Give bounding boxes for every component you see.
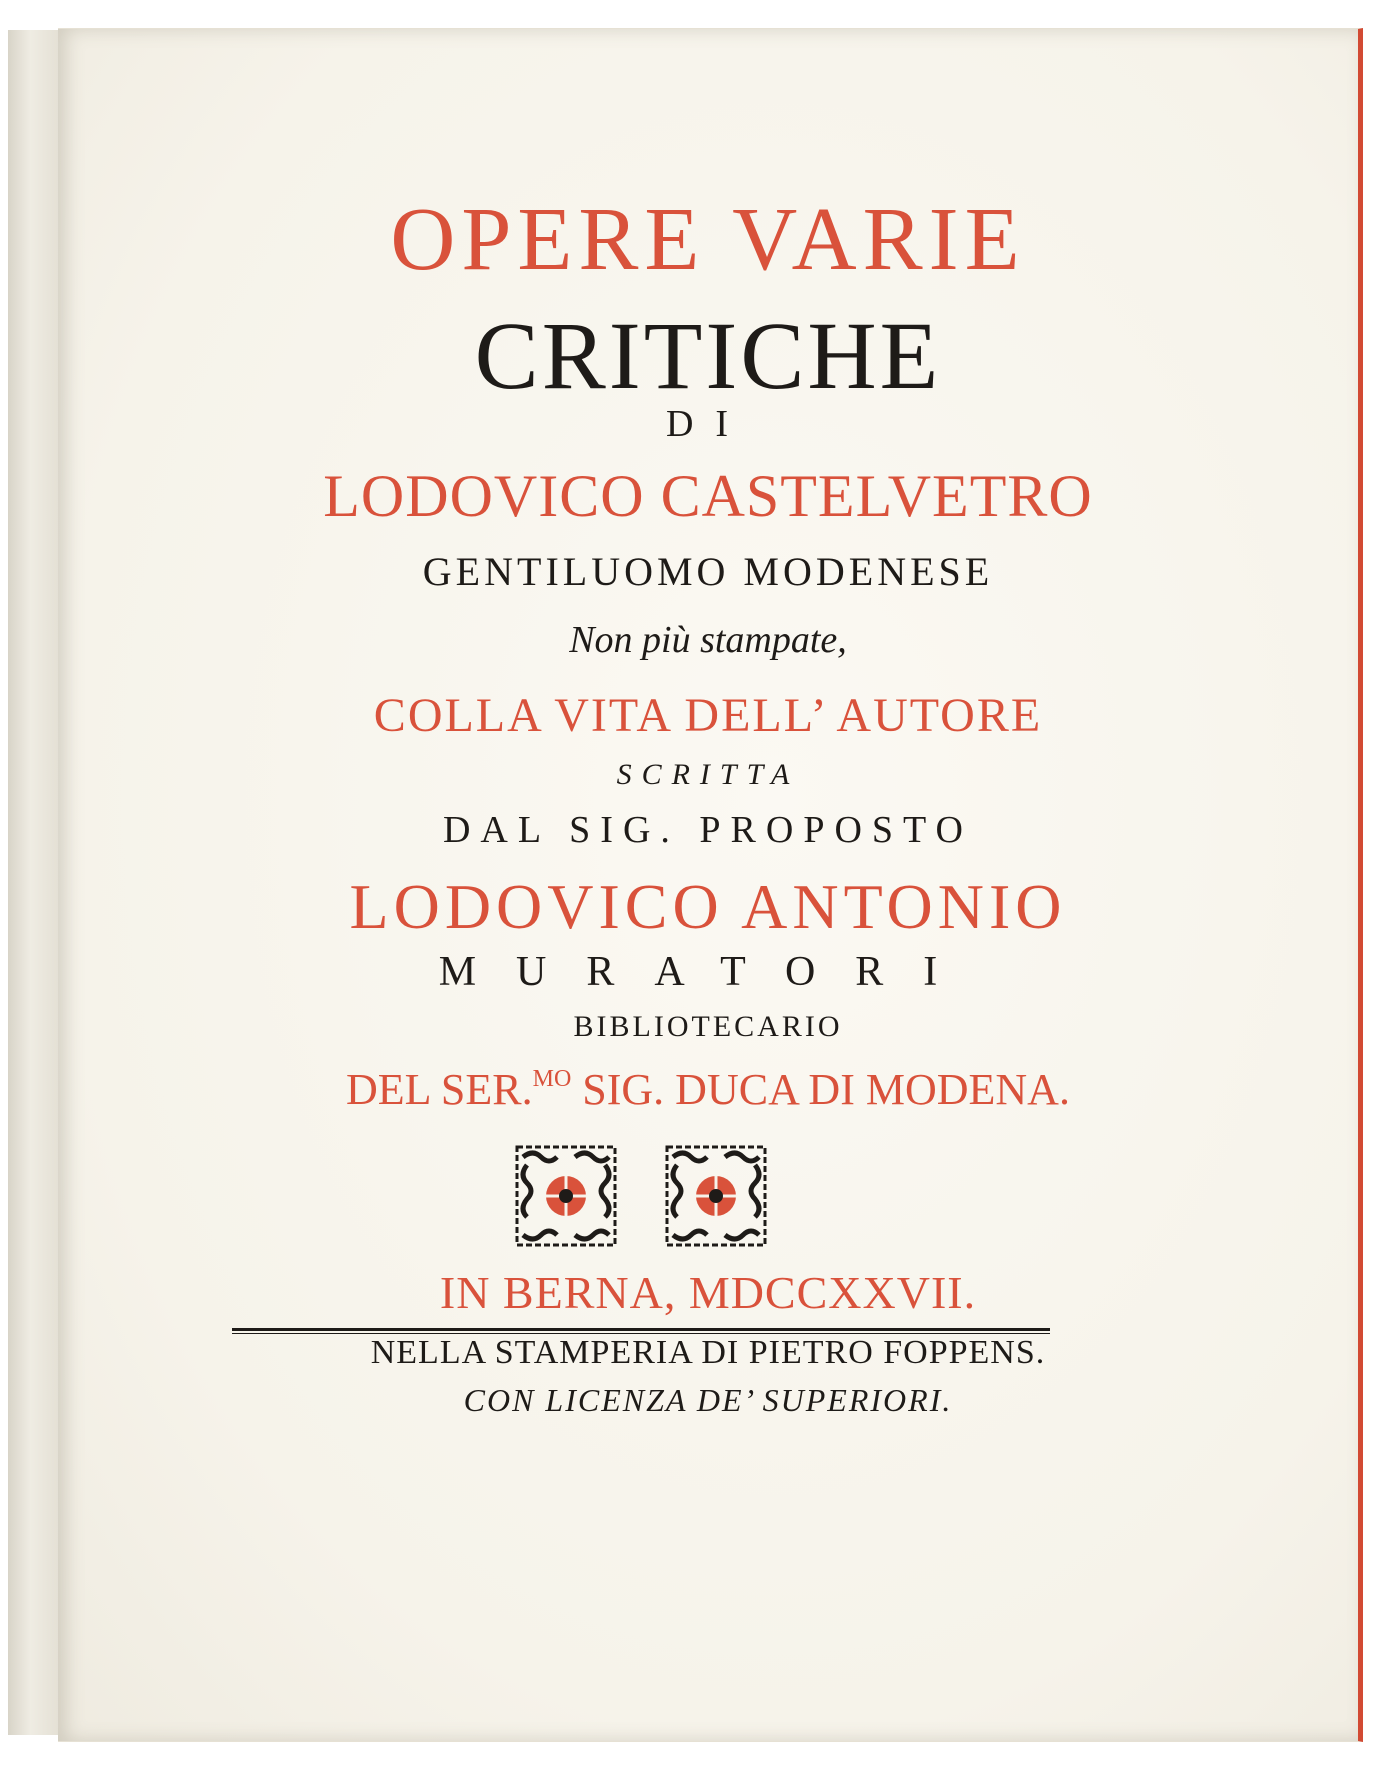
dal-sig-proposto: DAL SIG. PROPOSTO	[442, 809, 974, 851]
licence-line: CON LICENZA DE’ SUPERIORI.	[463, 1382, 953, 1418]
title-opere-varie: OPERE VARIE	[390, 190, 1026, 289]
printer-line: NELLA STAMPERIA DI PIETRO FOPPENS.	[370, 1334, 1046, 1371]
non-piu-stampate: Non più stampate,	[569, 619, 847, 661]
scritta-line: SCRITTA	[616, 758, 800, 791]
biographer-first-name: LODOVICO ANTONIO	[349, 871, 1067, 942]
del-ser-prefix: DEL SER.	[346, 1065, 533, 1114]
colla-vita-line: COLLA VITA DELL’ AUTORE	[373, 689, 1043, 742]
del-ser-suffix: SIG. DUCA DI MODENA.	[571, 1065, 1070, 1114]
printer-ornament-icon	[513, 1143, 619, 1249]
imprint-place-date: IN BERNA, MDCCXXVII.	[439, 1267, 977, 1318]
printer-ornaments	[513, 1143, 773, 1249]
duca-di-modena-line	[58, 1064, 1358, 1115]
author-description: GENTILUOMO MODENESE	[422, 549, 994, 594]
author-name: LODOVICO CASTELVETRO	[323, 463, 1093, 529]
title-critiche: CRITICHE	[474, 302, 942, 409]
bibliotecario-line: BIBLIOTECARIO	[573, 1010, 843, 1043]
facing-page-edge	[8, 30, 65, 1735]
biographer-surname: MURATORI	[438, 949, 978, 995]
del-ser-superscript: MO	[532, 1066, 572, 1092]
title-di: DI	[665, 403, 751, 445]
printer-ornament-icon	[663, 1143, 769, 1249]
imprint-rule	[232, 1328, 1050, 1331]
